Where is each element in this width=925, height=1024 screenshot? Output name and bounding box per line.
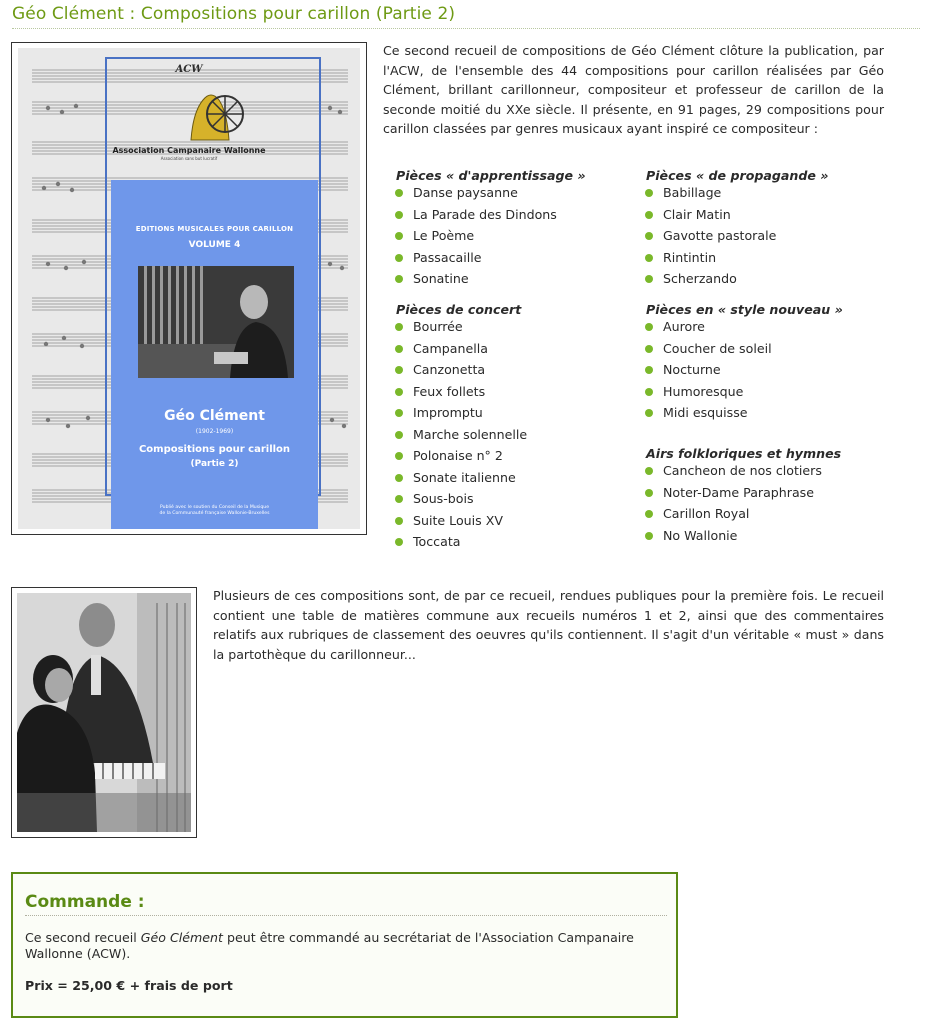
intro-paragraph: Ce second recueil de compositions de Géo Clément clôture la publication, par l'ACW, de l'ensemble des 44 compositions pour carillon réalisées par Géo Clément, brillant carillonneur, compositeur et professeur de carillon de la seconde moitié du XXe siècle. Il présente, en 91 pages, 29 compositions pour carillon classées par genres musicaux ayant inspiré ce compositeur : (383, 43, 884, 136)
cover-author: Géo Clément (164, 408, 265, 424)
category-apprentissage-title: Pièces « d'apprentissage » (396, 168, 586, 183)
order-text-author: Géo Clément (140, 930, 223, 945)
category-concert-title: Pièces de concert (396, 302, 522, 317)
cover-part: (Partie 2) (190, 459, 239, 469)
list-propagande (644, 182, 776, 290)
composition-item: Passacaille (394, 247, 557, 269)
composition-item: Campanella (394, 338, 527, 360)
composition-item: Impromptu (394, 402, 527, 424)
order-text-pre: Ce second recueil (25, 930, 141, 945)
composition-item: Toccata (394, 531, 527, 553)
order-box (11, 872, 678, 1018)
composition-item: Aurore (644, 316, 772, 338)
list-concert (394, 316, 527, 553)
cover-footer-line1: Publié avec le soutien du Conseil de la Musique (159, 505, 270, 510)
cover-volume: VOLUME 4 (188, 240, 241, 250)
cover-years: (1902-1969) (195, 428, 234, 435)
photo-teacher-student (17, 593, 191, 832)
composition-item: Bourrée (394, 316, 527, 338)
book-cover-frame (11, 42, 367, 535)
category-propagande-title: Pièces « de propagande » (646, 168, 829, 183)
order-text-post: peut être commandé au secrétariat de l'Association Campanaire Wallonne (ACW). (25, 930, 634, 961)
composition-item: Feux follets (394, 381, 527, 403)
composition-item: Sonate italienne (394, 467, 527, 489)
composition-item: Midi esquisse (644, 402, 772, 424)
cover-blue-panel (111, 180, 318, 529)
composition-item: Le Poème (394, 225, 557, 247)
bell-logo-icon (181, 78, 245, 144)
page-title: Géo Clément : Compositions pour carillon (Partie 2) (12, 4, 920, 29)
cover-edition: EDITIONS MUSICALES POUR CARILLON (135, 225, 294, 233)
composition-item: Polonaise n° 2 (394, 445, 527, 467)
composition-item: Danse paysanne (394, 182, 557, 204)
composition-item: Sonatine (394, 268, 557, 290)
composition-item: Marche solennelle (394, 424, 527, 446)
description-paragraph: Plusieurs de ces compositions sont, de par ce recueil, rendues publiques pour la première fois. Le recueil contient une table de matières commune aux recueils numéros 1 et 2, ainsi que des commentaires relatifs aux rubriques de classement des oeuvres qu'ils contiennent. Il s'agit d'un véritable « must » dans la partothèque du carillonneur... (213, 588, 884, 662)
list-folklore (644, 460, 822, 546)
cover-footer-line2: de la Communauté française Wallonie-Bruxelles (159, 511, 270, 516)
category-folklore-title: Airs folkloriques et hymnes (646, 446, 842, 461)
composition-item: Clair Matin (644, 204, 776, 226)
list-nouveau (644, 316, 772, 424)
composition-item: Nocturne (644, 359, 772, 381)
composition-item: Rintintin (644, 247, 776, 269)
composition-item: Humoresque (644, 381, 772, 403)
cover-photo-carillonneur (138, 266, 294, 378)
order-title: Commande : (25, 892, 667, 916)
composition-item: Noter-Dame Paraphrase (644, 482, 822, 504)
cover-footer (121, 505, 308, 517)
composition-item: Sous-bois (394, 488, 527, 510)
cover-compositions: Compositions pour carillon (138, 444, 291, 455)
photo-teacher-frame (11, 587, 197, 838)
order-text (25, 930, 665, 962)
composition-item: Babillage (644, 182, 776, 204)
composition-item: La Parade des Dindons (394, 204, 557, 226)
composition-item: Cancheon de nos clotiers (644, 460, 822, 482)
book-cover-image (18, 48, 360, 529)
category-nouveau-title: Pièces en « style nouveau » (646, 302, 843, 317)
cover-association-name: Association Campanaire Wallonne (112, 146, 266, 155)
cover-association-sub: Association sans but lucratif (160, 156, 218, 161)
composition-item: Scherzando (644, 268, 776, 290)
cover-acw-label: ACW (175, 64, 203, 75)
composition-item: Gavotte pastorale (644, 225, 776, 247)
composition-item: Canzonetta (394, 359, 527, 381)
composition-item: Suite Louis XV (394, 510, 527, 532)
composition-item: No Wallonie (644, 525, 822, 547)
list-apprentissage (394, 182, 557, 290)
composition-item: Carillon Royal (644, 503, 822, 525)
order-price: Prix = 25,00 € + frais de port (25, 978, 233, 993)
composition-item: Coucher de soleil (644, 338, 772, 360)
